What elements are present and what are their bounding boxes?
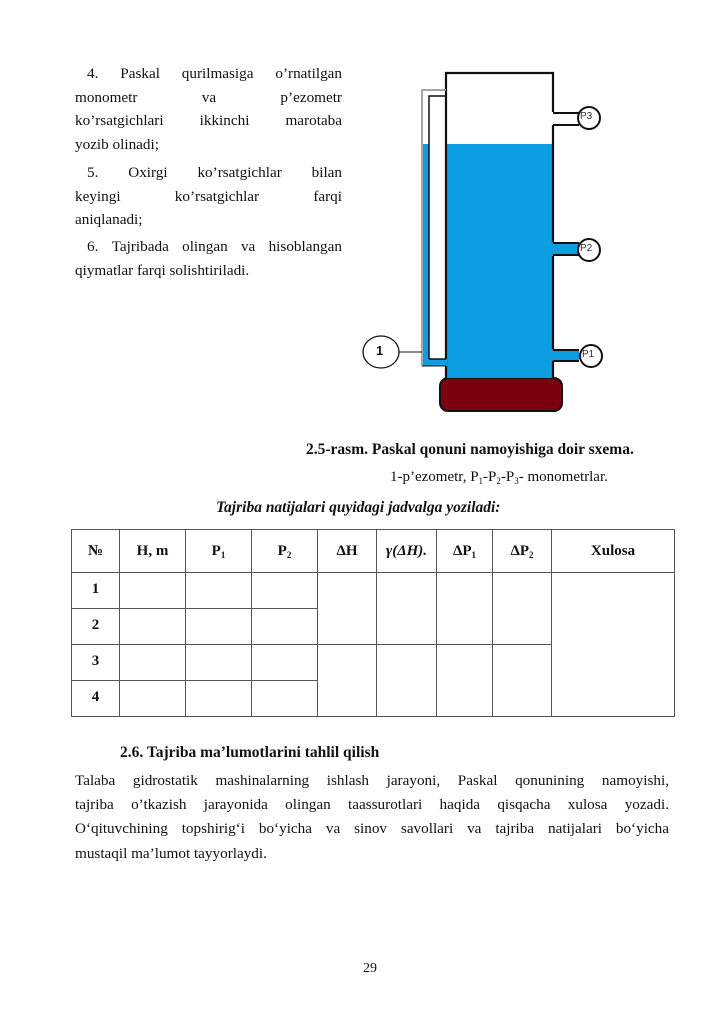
cell-delta-p1[interactable]	[437, 573, 493, 645]
header-sub: 1	[220, 549, 226, 560]
header-delta-p1	[437, 530, 493, 573]
header-delta-h: ΔH	[318, 530, 377, 573]
header-p2	[252, 530, 318, 573]
step-line: yozib olinadi;	[75, 135, 159, 153]
cell-p2[interactable]	[252, 645, 318, 681]
cell-p2[interactable]	[252, 609, 318, 645]
header-p1	[186, 530, 252, 573]
caption-text: -P	[500, 469, 515, 485]
step-line: monometr va p’ezometr	[75, 88, 342, 106]
header-delta-p2	[493, 530, 552, 573]
row-number: 1	[72, 573, 120, 609]
caption-sub: 2	[496, 476, 501, 486]
cell-gamma-delta-h[interactable]	[377, 573, 437, 645]
step-line: keyingi ko’rsatgichlar farqi	[75, 187, 342, 205]
cell-conclusion[interactable]	[552, 573, 675, 717]
cell-p1[interactable]	[186, 609, 252, 645]
cell-delta-p2[interactable]	[493, 573, 552, 645]
table-header-row	[72, 530, 675, 573]
header-h: H, m	[120, 530, 186, 573]
piezometer-inner-wall	[429, 96, 446, 359]
piezometer-connector	[423, 359, 447, 366]
figure-caption-sub	[390, 469, 608, 486]
step-line: Tajribada olingan va hisoblangan	[111, 238, 342, 255]
header-sub: 2	[286, 549, 292, 560]
caption-text: -P	[483, 469, 497, 485]
cell-p1[interactable]	[186, 645, 252, 681]
caption-sub: 3	[514, 476, 519, 486]
results-table	[71, 529, 675, 717]
step-number: 4.	[87, 65, 99, 82]
apparatus-base	[440, 378, 562, 411]
cell-p1[interactable]	[186, 573, 252, 609]
cell-p2[interactable]	[252, 681, 318, 717]
cell-h[interactable]	[120, 573, 186, 609]
header-conclusion: Xulosa	[552, 530, 675, 573]
header-text: P	[211, 542, 221, 559]
header-no: №	[72, 530, 120, 573]
step-number: 6.	[87, 238, 99, 255]
header-text: ΔP	[510, 542, 530, 559]
body-line: mustaqil ma’lumot tayyorlaydi.	[75, 844, 267, 862]
row-number: 3	[72, 645, 120, 681]
row-number: 2	[72, 609, 120, 645]
cell-h[interactable]	[120, 681, 186, 717]
gauge-label-p3: P3	[580, 111, 593, 122]
piezometer-water	[423, 144, 429, 366]
step-line: ko’rsatgichlari ikkinchi marotaba	[75, 112, 342, 129]
cell-p2[interactable]	[252, 573, 318, 609]
gauge-label-p2: P2	[580, 243, 593, 254]
step-line: Oxirgi ko’rsatgichlar bilan	[128, 164, 342, 181]
step-number: 5.	[87, 164, 99, 181]
cell-delta-h[interactable]	[318, 645, 377, 717]
gauge-label-p1: P1	[582, 349, 595, 360]
table-row	[72, 573, 675, 609]
section-body	[75, 769, 669, 866]
section-heading: 2.6. Tajriba ma’lumotlarini tahlil qilish	[120, 744, 380, 761]
caption-text: 1-p’ezometr, P	[390, 469, 479, 485]
p1-tube	[553, 350, 579, 361]
table-title: Tajriba natijalari quyidagi jadvalga yoziladi:	[216, 499, 501, 516]
figure-caption-title: 2.5-rasm. Paskal qonuni namoyishiga doir sxema.	[306, 441, 634, 458]
header-sub: 2	[529, 549, 534, 560]
step-line: aniqlanadi;	[75, 211, 143, 228]
cell-delta-h[interactable]	[318, 573, 377, 645]
pascal-apparatus-diagram	[0, 0, 724, 430]
cell-p1[interactable]	[186, 681, 252, 717]
page-number: 29	[363, 961, 377, 976]
body-line: Talaba gidrostatik mashinalarning ishlash jarayoni, Paskal qonunining namoyishi,	[75, 772, 669, 789]
header-text: P	[277, 542, 287, 559]
tank-water	[447, 144, 553, 378]
step-line: Paskal qurilmasiga o’rnatilgan	[120, 65, 342, 82]
row-number: 4	[72, 681, 120, 717]
cell-h[interactable]	[120, 609, 186, 645]
body-line: O‘qituvchining topshirig‘i bo‘yicha va sinov savollari va tajriba natijalari bo‘yicha	[75, 820, 669, 838]
step-line: qiymatlar farqi solishtiriladi.	[75, 261, 250, 279]
body-line: tajriba o’tkazish jarayonida olingan taassurotlari haqida qisqacha xulosa yozadi.	[75, 796, 669, 814]
header-text: ΔP	[452, 542, 472, 559]
cell-delta-p1[interactable]	[437, 645, 493, 717]
caption-sub: 1	[478, 476, 484, 486]
cell-delta-p2[interactable]	[493, 645, 552, 717]
cell-gamma-delta-h[interactable]	[377, 645, 437, 717]
header-gamma-delta-h: γ(ΔH).	[377, 530, 437, 573]
cell-h[interactable]	[120, 645, 186, 681]
caption-text: - monometrlar.	[518, 469, 608, 485]
p3-tube	[553, 113, 579, 125]
header-sub: 1	[471, 549, 477, 560]
p2-tube	[553, 243, 579, 255]
piezometer-label: 1	[376, 343, 384, 358]
